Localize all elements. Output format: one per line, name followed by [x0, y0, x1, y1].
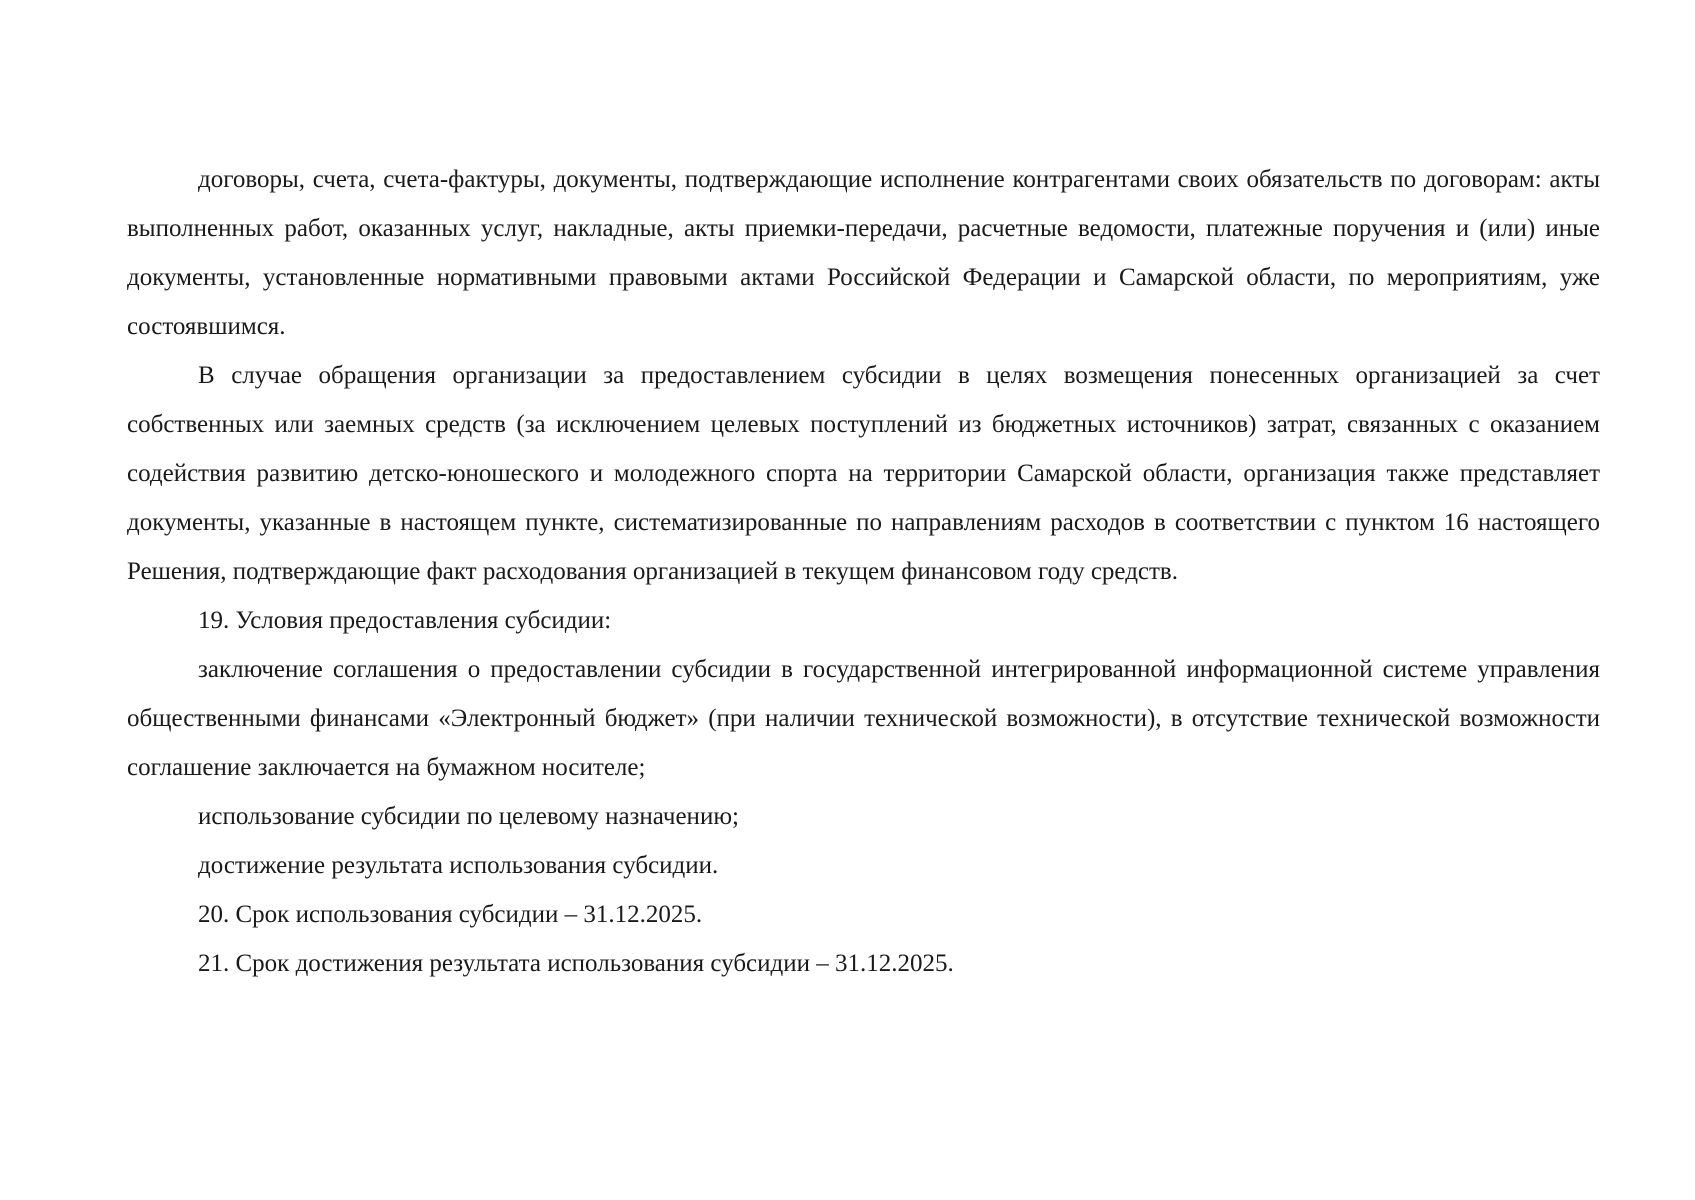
paragraph-reimbursement-case: В случае обращения организации за предоставлением субсидии в целях возмещения понесенных организацией за счет собственных или заемных средств (за исключением целевых поступлений из бюджетных источников) затрат, связанных с оказанием содействия развитию детско-юношеского и молодежного спорта на территории Самарской области, организация также представляет документы, указанные в настоящем пункте, систематизированные по направлениям расходов в соответствии с пунктом 16 настоящего Решения, подтверждающие факт расходования организацией в текущем финансовом году средств. [127, 362, 1600, 585]
section-21-term: 21. Срок достижения результата использования субсидии – 31.12.2025. [198, 950, 954, 977]
condition-result-achievement: достижение результата использования субсидии. [198, 852, 719, 879]
document-body [127, 155, 1600, 988]
condition-agreement: заключение соглашения о предоставлении субсидии в государственной интегрированной информационной системе управления общественными финансами «Электронный бюджет» (при наличии технической возможности), в отсутствие технической возможности соглашение заключается на бумажном носителе; [127, 656, 1600, 781]
condition-targeted-use: использование субсидии по целевому назначению; [198, 803, 739, 830]
section-19-heading: 19. Условия предоставления субсидии: [198, 607, 612, 634]
paragraph-supporting-documents: договоры, счета, счета-фактуры, документы, подтверждающие исполнение контрагентами своих обязательств по договорам: акты выполненных работ, оказанных услуг, накладные, акты приемки-передачи, расчетные ведомости, платежные поручения и (или) иные документы, установленные нормативными правовыми актами Российской Федерации и Самарской области, по мероприятиям, уже состоявшимся. [127, 166, 1600, 340]
section-20-term: 20. Срок использования субсидии – 31.12.2025. [198, 901, 703, 928]
